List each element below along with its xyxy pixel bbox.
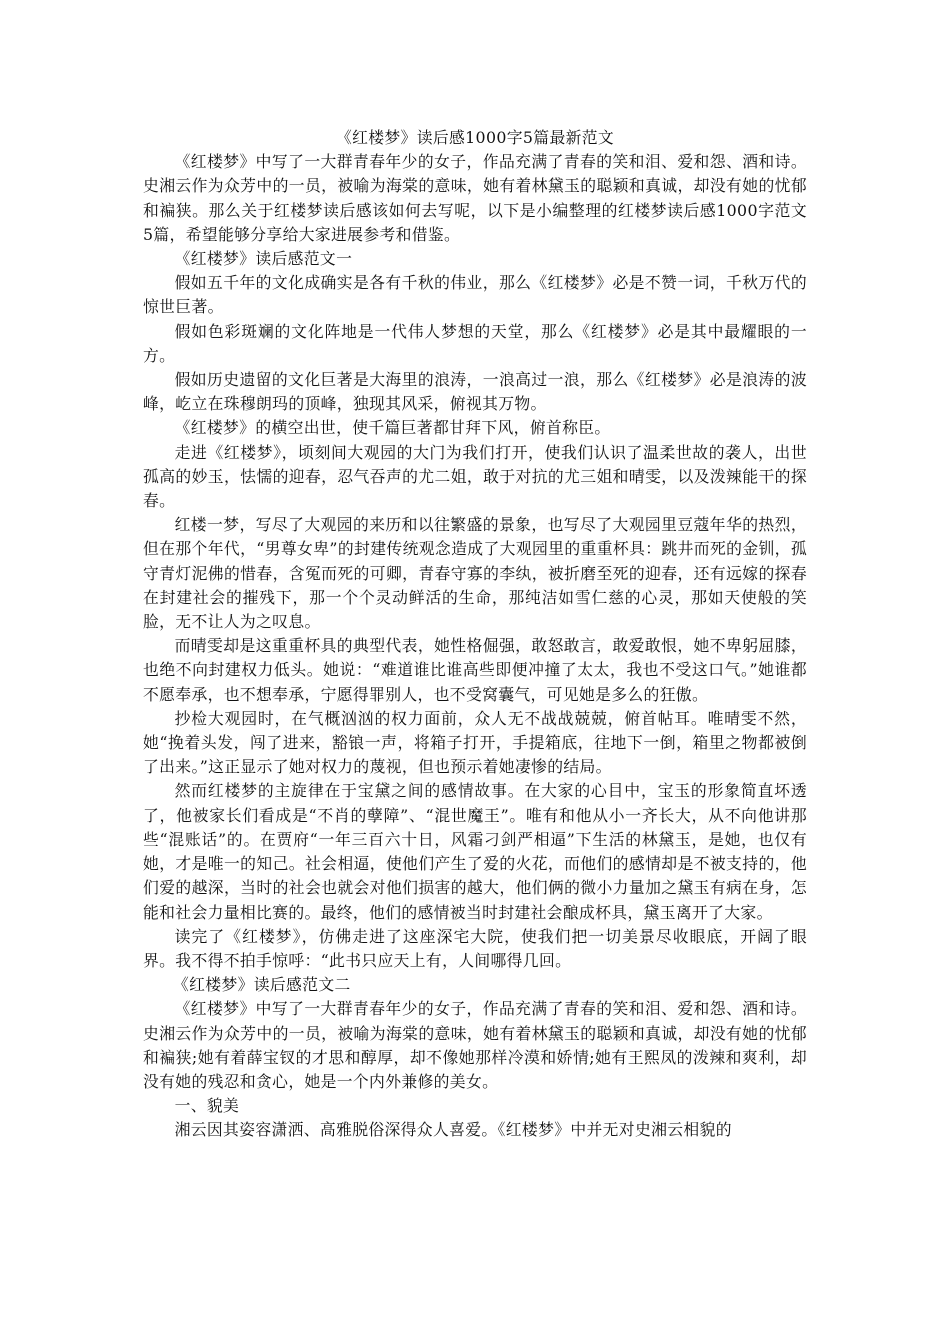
section1-paragraph: 抄检大观园时，在气概汹汹的权力面前，众人无不战战兢兢，俯首帖耳。唯晴雯不然，她“挽着头发，闯了进来，豁锒一声，将箱子打开，手提箱底，往地下一倒，箱里之物都被倒了出来。”这正显示了她对权力的蔑视，但也预示着她凄惨的结局。 [143, 708, 807, 777]
document-page [143, 126, 807, 1143]
section-heading-2: 《红楼梦》读后感范文二 [173, 975, 351, 995]
section-heading-1: 《红楼梦》读后感范文一 [174, 249, 353, 269]
section1-paragraph: 假如五千年的文化成确实是各有千秋的伟业，那么《红楼梦》必是不赞一词，千秋万代的惊世巨著。 [143, 273, 807, 317]
subsection-heading: 一、貌美 [174, 1096, 240, 1116]
section1-paragraph: 假如历史遗留的文化巨著是大海里的浪涛，一浪高过一浪，那么《红楼梦》必是浪涛的波峰，屹立在珠穆朗玛的顶峰，独现其风采，俯视其万物。 [143, 370, 807, 414]
document-title: 《红楼梦》读后感1000字5篇最新范文 [335, 128, 615, 147]
section1-paragraph: 而晴雯却是这重重杯具的典型代表，她性格倔强，敢怒敢言，敢爱敢恨，她不卑躬屈膝，也绝不向封建权力低头。她说：“难道谁比谁高些即便冲撞了太太，我也不受这口气。”她谁都不愿奉承，也不想奉承，宁愿得罪别人，也不受窝囊气，可见她是多么的狂傲。 [143, 636, 807, 704]
section1-paragraph: 红楼一梦，写尽了大观园的来历和以往繁盛的景象，也写尽了大观园里豆蔻年华的热烈，但在那个年代，“男尊女卑”的封建传统观念造成了大观园里的重重杯具：跳井而死的金钏，孤守青灯泥佛的惜春，含冤而死的可卿，青春守寡的李纨，被折磨至死的迎春，还有远嫁的探春在封建社会的摧残下，那一个个灵动鲜活的生命，那纯洁如雪仁慈的心灵，那如天使般的笑脸，无不让人为之叹息。 [143, 515, 807, 632]
section1-paragraph: 走进《红楼梦》，顷刻间大观园的大门为我们打开，使我们认识了温柔世故的袭人，出世孤高的妙玉，怯懦的迎春，忍气吞声的尤二姐，敢于对抗的尤三姐和晴雯，以及泼辣能干的探春。 [143, 442, 807, 511]
section1-paragraph: 假如色彩斑斓的文化阵地是一代伟人梦想的天堂，那么《红楼梦》必是其中最耀眼的一方。 [143, 321, 807, 365]
section2-subparagraph: 湘云因其姿容潇洒、高雅脱俗深得众人喜爱。《红楼梦》中并无对史湘云相貌的 [174, 1120, 732, 1140]
section1-paragraph: 《红楼梦》的横空出世，使千篇巨著都甘拜下风，俯首称臣。 [174, 418, 611, 438]
section2-paragraph: 《红楼梦》中写了一大群青春年少的女子，作品充满了青春的笑和泪、爱和怨、酒和诗。史湘云作为众芳中的一员，被喻为海棠的意味，她有着林黛玉的聪颖和真诚，却没有她的忧郁和褊狭;她有着薛宝钗的才思和醇厚，却不像她那样冷漠和娇情;她有王熙凤的泼辣和爽利，却没有她的残忍和贪心，她是一个内外兼修的美女。 [143, 999, 807, 1091]
intro-paragraph: 《红楼梦》中写了一大群青春年少的女子，作品充满了青春的笑和泪、爱和怨、酒和诗。史湘云作为众芳中的一员，被喻为海棠的意味，她有着林黛玉的聪颖和真诚，却没有她的忧郁和褊狭。那么关于红楼梦读后感该如何去写呢，以下是小编整理的红楼梦读后感1000字范文5篇，希望能够分享给大家进展参考和借鉴。 [143, 152, 807, 244]
section1-paragraph: 然而红楼梦的主旋律在于宝黛之间的感情故事。在大家的心目中，宝玉的形象简直坏透了，他被家长们看成是“不肖的孽障”、“混世魔王”。唯有和他从小一齐长大，从不向他讲那些“混账话”的。在贾府“一年三百六十日，风霜刁剑严相逼”下生活的林黛玉，是她，也仅有她，才是唯一的知己。社会相逼，使他们产生了爱的火花，而他们的感情却是不被支持的，他们爱的越深，当时的社会也就会对他们损害的越大，他们俩的微小力量加之黛玉有病在身，怎能和社会力量相比赛的。最终，他们的感情被当时封建社会酿成杯具，黛玉离开了大家。 [143, 781, 807, 922]
section1-paragraph: 读完了《红楼梦》，仿佛走进了这座深宅大院，使我们把一切美景尽收眼底，开阔了眼界。我不得不拍手惊呼：“此书只应天上有，人间哪得几回。 [143, 926, 807, 970]
